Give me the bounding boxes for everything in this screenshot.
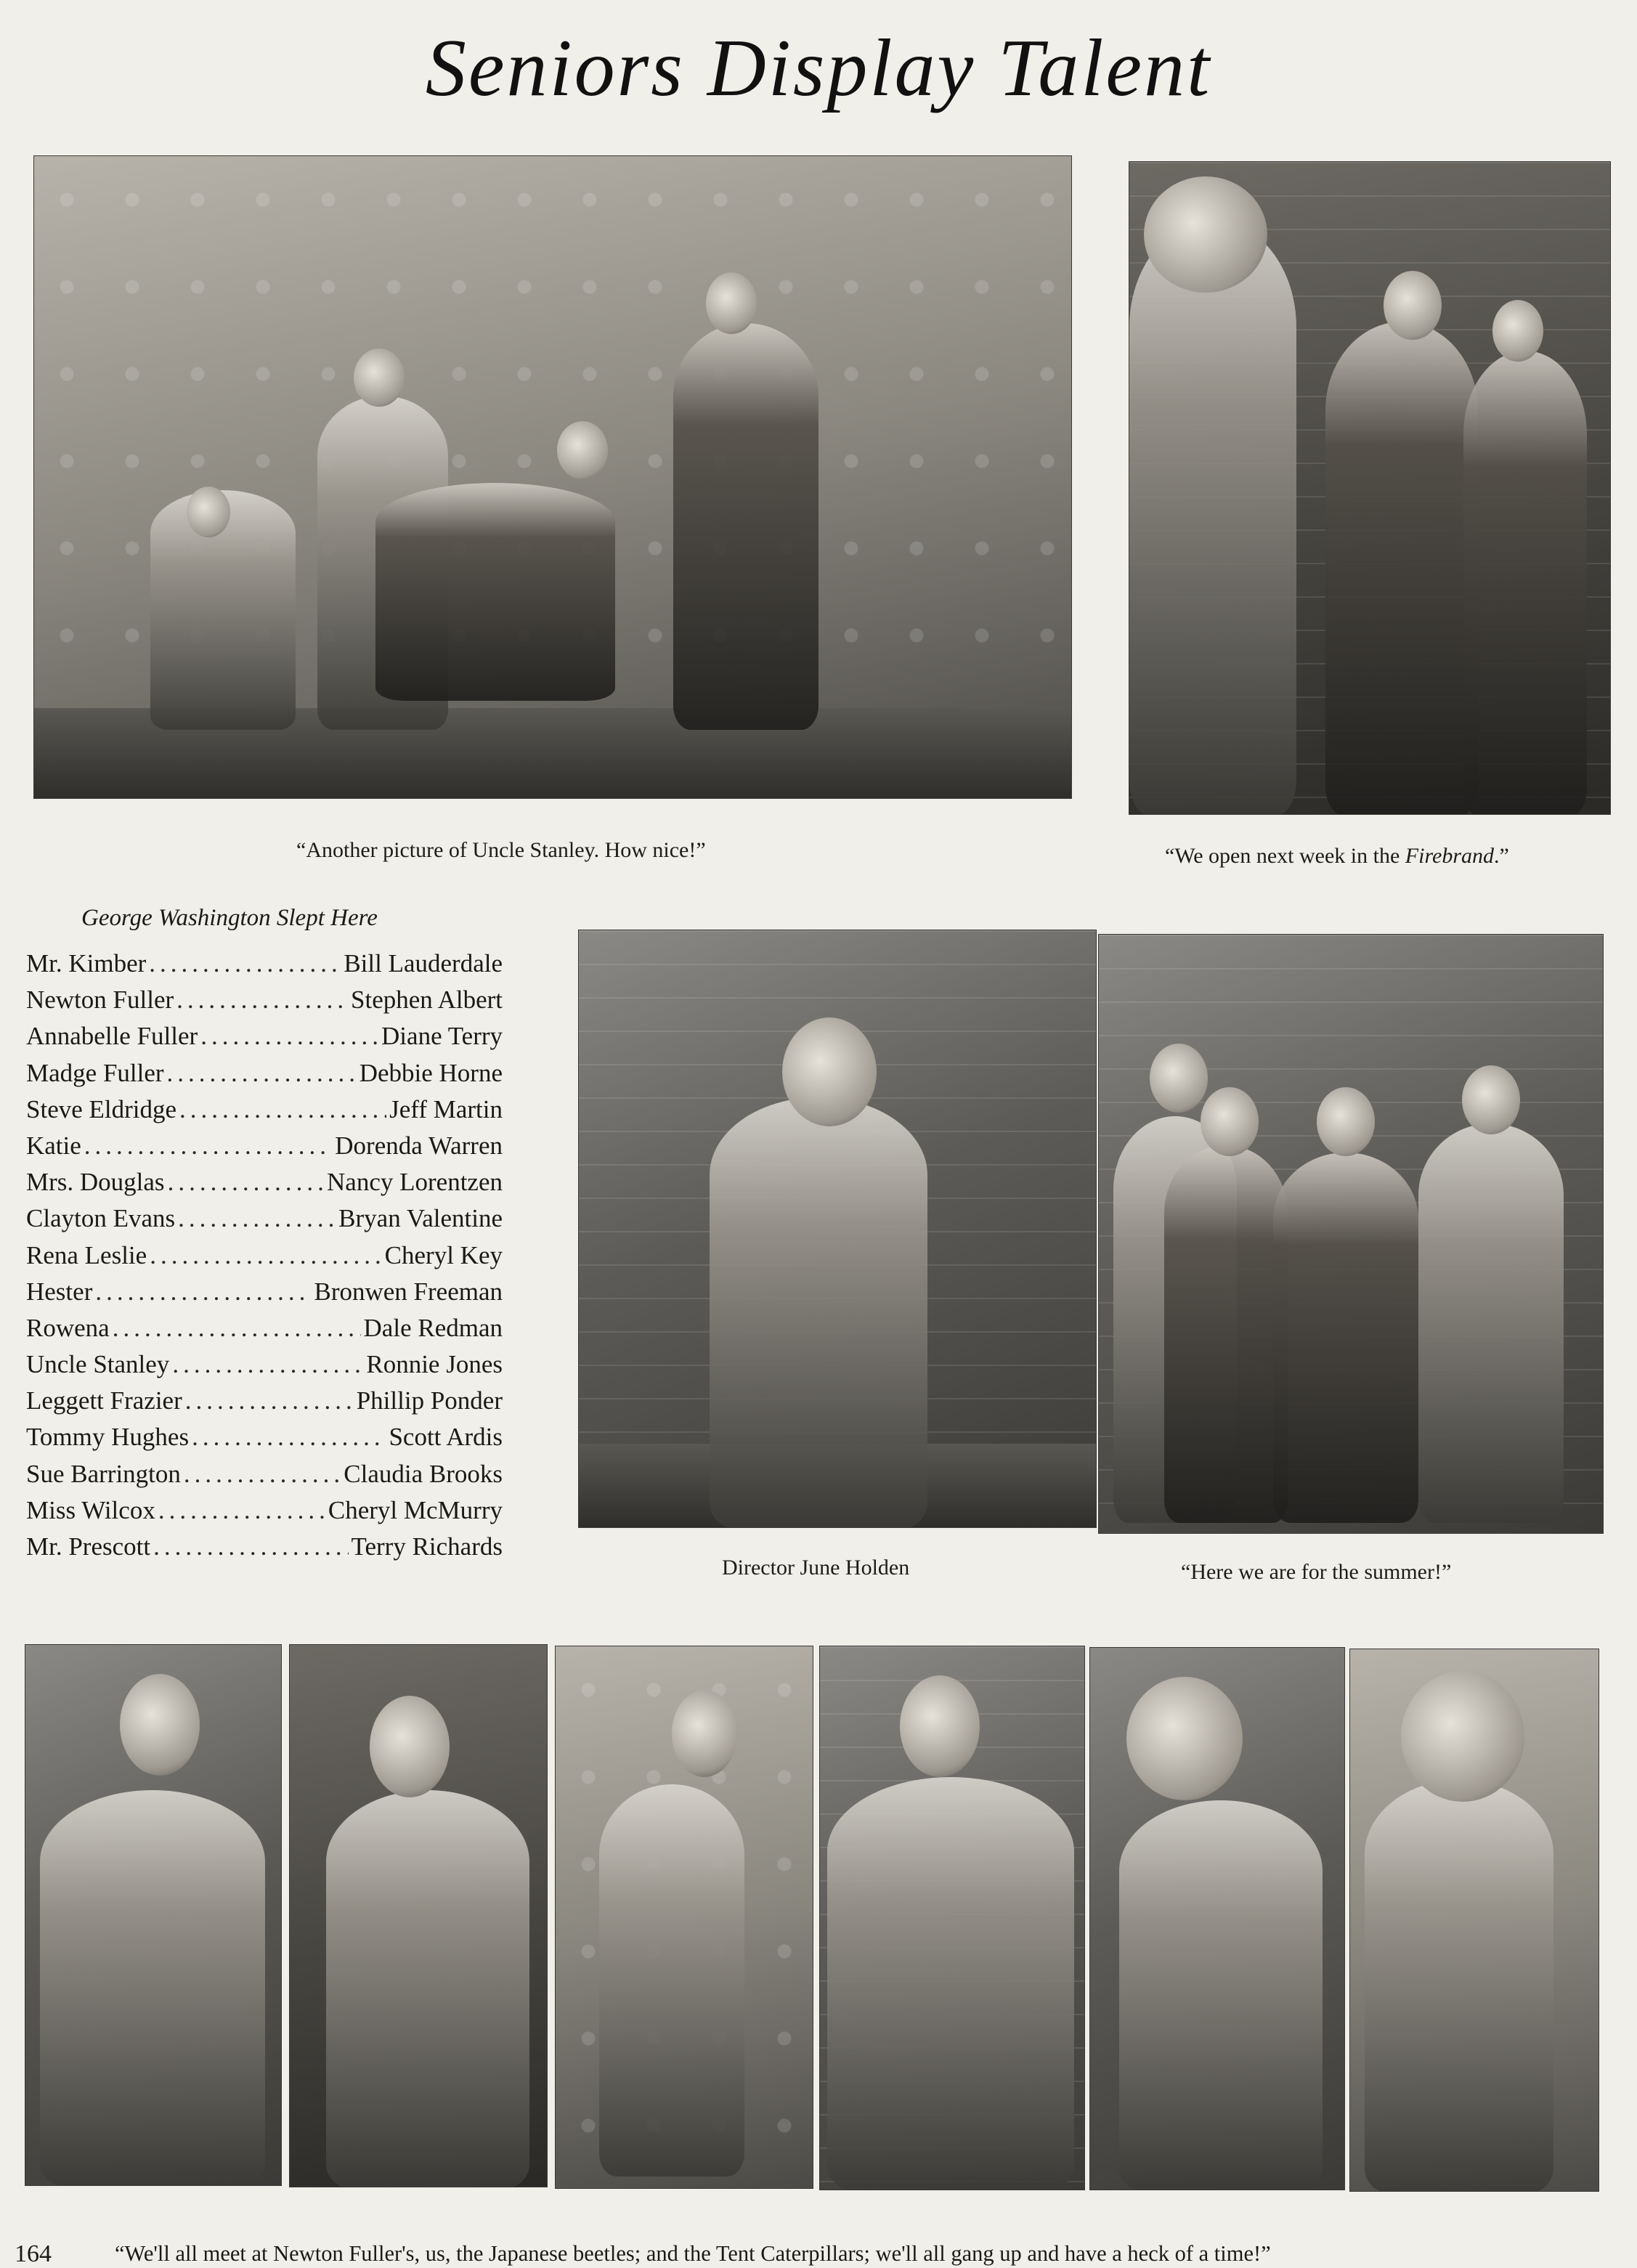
dot-leader <box>185 1383 354 1419</box>
cast-role: Steve Eldridge <box>26 1094 177 1123</box>
dot-leader <box>113 1310 361 1346</box>
cast-role: Clayton Evans <box>26 1204 176 1233</box>
caption-firebrand-italic: Firebrand <box>1405 844 1495 868</box>
cast-role: Tommy Hughes <box>26 1423 190 1452</box>
cast-role: Leggett Frazier <box>26 1386 182 1415</box>
cast-actor: Bryan Valentine <box>338 1204 503 1233</box>
dot-leader <box>168 1164 324 1200</box>
cast-row <box>26 1274 503 1310</box>
firebrand-scene-photo <box>1129 161 1611 815</box>
dot-leader <box>179 1092 386 1128</box>
portrait-photo-1 <box>25 1644 282 2186</box>
cast-actor: Stephen Albert <box>351 985 503 1015</box>
cast-actor: Jeff Martin <box>389 1094 503 1123</box>
cast-role: Annabelle Fuller <box>26 1022 198 1051</box>
cast-actor: Scott Ardis <box>389 1423 503 1452</box>
caption-firebrand-post: .” <box>1494 844 1509 868</box>
page-title: Seniors Display Talent <box>425 23 1212 113</box>
cast-role: Madge Fuller <box>26 1058 164 1087</box>
dot-leader <box>84 1128 332 1164</box>
cast-row <box>26 1237 503 1274</box>
cast-row <box>26 982 503 1018</box>
cast-row <box>26 1164 503 1200</box>
cast-actor: Diane Terry <box>381 1022 503 1051</box>
bottom-quote-caption: “We'll all meet at Newton Fuller's, us, the Japanese beetles; and the Tent Caterpillars; we'll all gang up and have a heck of a time!” <box>115 2241 1271 2266</box>
dot-leader <box>192 1419 386 1455</box>
cast-actor: Phillip Ponder <box>356 1386 503 1415</box>
dot-leader <box>176 982 348 1018</box>
dot-leader <box>172 1346 363 1383</box>
dot-leader <box>178 1200 336 1237</box>
cast-role: Miss Wilcox <box>26 1495 155 1524</box>
cast-role: Hester <box>26 1277 93 1306</box>
cast-actor: Bill Lauderdale <box>344 949 503 977</box>
dot-leader <box>153 1529 348 1565</box>
cast-role: Mr. Prescott <box>26 1532 151 1561</box>
portrait-photo-6 <box>1349 1649 1599 2192</box>
cast-actor: Nancy Lorentzen <box>327 1168 503 1197</box>
dot-leader <box>167 1055 357 1092</box>
cast-row <box>26 1018 503 1054</box>
cast-row <box>26 1529 503 1565</box>
portrait-photo-2 <box>289 1644 548 2187</box>
cast-row <box>26 1383 503 1419</box>
cast-role: Rowena <box>26 1313 110 1342</box>
caption-director: Director June Holden <box>722 1556 910 1580</box>
cast-row <box>26 1092 503 1128</box>
cast-row <box>26 1456 503 1492</box>
dot-leader <box>150 1237 381 1274</box>
cast-role: Mrs. Douglas <box>26 1168 165 1197</box>
cast-role: Katie <box>26 1131 81 1160</box>
cast-actor: Ronnie Jones <box>366 1350 503 1379</box>
caption-summer: “Here we are for the summer!” <box>1181 1560 1452 1584</box>
cast-actor: Dorenda Warren <box>335 1131 503 1160</box>
dot-leader <box>200 1018 378 1054</box>
cast-actor: Claudia Brooks <box>344 1459 503 1488</box>
cast-list-title: George Washington Slept Here <box>81 905 378 931</box>
dot-leader <box>95 1274 311 1310</box>
dot-leader <box>149 946 341 982</box>
cast-actor: Cheryl McMurry <box>328 1495 503 1524</box>
cast-actor: Terry Richards <box>351 1532 503 1561</box>
cast-row <box>26 1200 503 1237</box>
stage-scene-photo <box>33 155 1072 799</box>
caption-firebrand-pre: “We open next week in the <box>1165 844 1405 868</box>
dot-leader <box>158 1492 325 1529</box>
caption-uncle-stanley: “Another picture of Uncle Stanley. How nice!” <box>296 838 706 862</box>
summer-scene-photo <box>1098 934 1604 1534</box>
portrait-photo-5 <box>1089 1647 1345 2190</box>
cast-actor: Cheryl Key <box>384 1240 503 1269</box>
cast-role: Sue Barrington <box>26 1459 181 1488</box>
cast-row <box>26 1419 503 1455</box>
dot-leader <box>184 1456 341 1492</box>
cast-role: Uncle Stanley <box>26 1350 170 1379</box>
cast-actor: Debbie Horne <box>359 1058 503 1087</box>
cast-actor: Bronwen Freeman <box>314 1277 503 1306</box>
portrait-photo-3 <box>555 1646 813 2189</box>
cast-row <box>26 946 503 982</box>
cast-role: Mr. Kimber <box>26 949 147 977</box>
cast-row <box>26 1055 503 1092</box>
cast-row <box>26 1310 503 1346</box>
director-photo <box>578 930 1097 1528</box>
cast-row <box>26 1346 503 1383</box>
cast-role: Newton Fuller <box>26 985 174 1015</box>
caption-firebrand <box>1165 844 1509 869</box>
portrait-photo-4 <box>819 1646 1085 2190</box>
cast-row <box>26 1492 503 1529</box>
cast-actor: Dale Redman <box>363 1313 503 1342</box>
cast-list <box>26 946 503 1565</box>
cast-row <box>26 1128 503 1164</box>
page-number: 164 <box>15 2240 52 2267</box>
cast-role: Rena Leslie <box>26 1240 147 1269</box>
